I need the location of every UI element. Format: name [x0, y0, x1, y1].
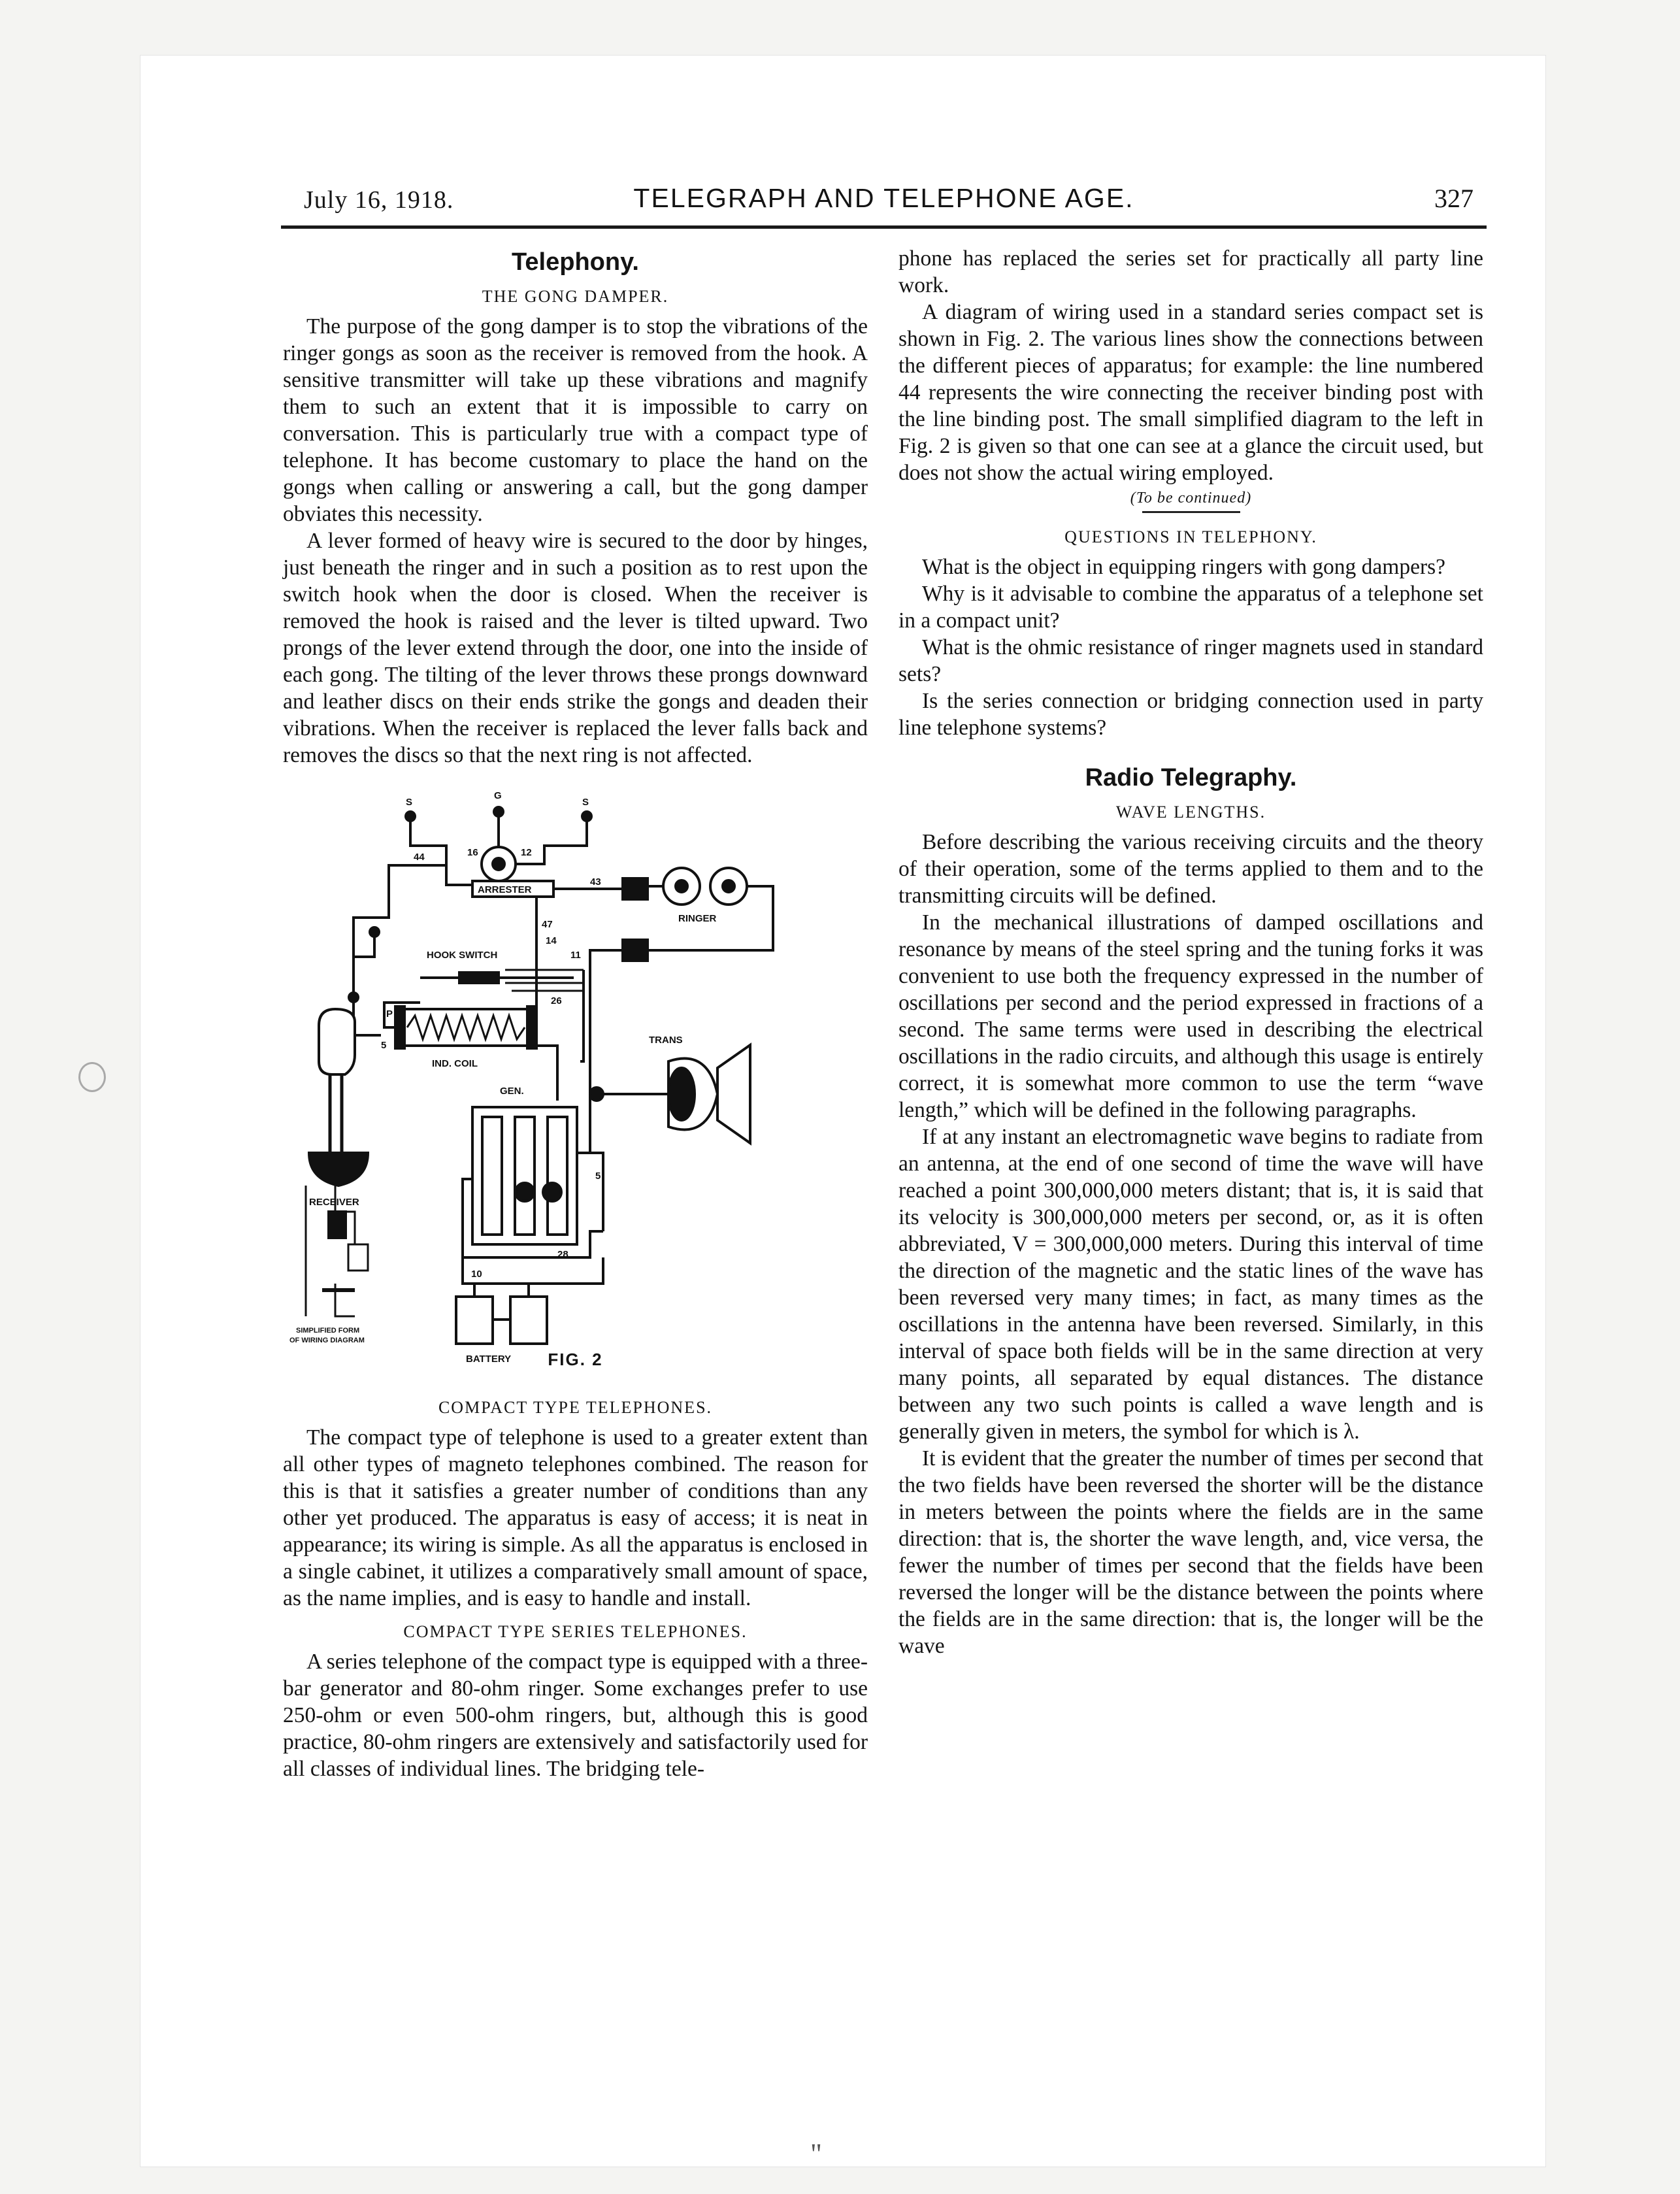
- wiring-diagram-paragraph: A diagram of wiring used in a standard series compact set is shown in Fig. 2. The various lines show the connections between the different pieces of apparatus; for example: the line numbered 44 represents the wire connecting the receiver binding post with the line binding post. The small simplified diagram to the left in Fig. 2 is given so that one can see at a glance the circuit used, but does not show the actual wiring employed.: [898, 300, 1483, 485]
- wire-number-28: 28: [557, 1249, 568, 1260]
- battery-label: BATTERY: [466, 1354, 512, 1365]
- induction-coil-winding: [407, 1016, 525, 1039]
- question-item: Is the series connection or bridging connection used in party line telephone systems?: [898, 689, 1483, 740]
- wire-number-12: 12: [521, 847, 532, 858]
- bottom-ink-mark: ": [810, 2138, 822, 2170]
- receiver-body: [319, 1009, 355, 1074]
- question-item: What is the ohmic resistance of ringer magnets used in standard sets?: [898, 635, 1483, 686]
- simplified-label-2: OF WIRING DIAGRAM: [289, 1337, 365, 1344]
- compact-series-subheading: COMPACT TYPE SERIES TELEPHONES.: [403, 1622, 748, 1641]
- generator-magnet: [482, 1117, 502, 1235]
- wire-number-p: P: [386, 1008, 393, 1020]
- generator-shaft: [543, 1183, 561, 1201]
- gen-label: GEN.: [500, 1086, 524, 1097]
- wire-number-5: 5: [381, 1040, 387, 1051]
- receiver-post: [370, 927, 379, 937]
- margin-circle-mark: [78, 1062, 106, 1092]
- transmitter-mouthpiece: [717, 1045, 750, 1143]
- compact-series-continuation: phone has replaced the series set for practically all party line work.: [898, 246, 1483, 297]
- wire-number-16: 16: [467, 847, 478, 858]
- wire-number-10: 10: [471, 1269, 482, 1280]
- hook-switch-block: [459, 972, 499, 983]
- compact-type-subheading: COMPACT TYPE TELEPHONES.: [438, 1398, 713, 1417]
- compact-series-paragraph: A series telephone of the compact type is equipped with a three-bar generator and 80-ohm ringer. Some exchanges prefer to use 250-ohm or even 500-ohm ringers, but, although this is good practice, 80-ohm ringers are extensively and satisfactorily used for all classes of individual lines. The bridging tele-: [283, 1650, 868, 1781]
- ringer-gong-right-core: [723, 880, 734, 892]
- trans-label: TRANS: [649, 1035, 683, 1046]
- wire: [536, 1046, 557, 1101]
- radio-paragraph: Before describing the various receiving circuits and the theory of their operation, some of the terms applied to them and to the transmitting circuits will be defined.: [898, 830, 1483, 908]
- receiver-earpiece: [309, 1153, 368, 1186]
- gong-damper-subheading: THE GONG DAMPER.: [482, 287, 669, 306]
- wire: [354, 1003, 381, 1035]
- page-header: [281, 178, 1487, 224]
- publication-title: TELEGRAPH AND TELEPHONE AGE.: [633, 183, 1134, 213]
- left-column: [283, 245, 868, 1782]
- wire: [577, 1153, 603, 1231]
- wire-number-26: 26: [551, 995, 562, 1006]
- simplified-coil: [329, 1212, 346, 1238]
- receiver-cord-tube: [330, 1074, 342, 1153]
- to-be-continued-note: (To be continued): [1130, 490, 1252, 507]
- figure-caption: FIG. 2: [548, 1350, 603, 1369]
- ringer-gong-left-core: [676, 880, 687, 892]
- gong-damper-paragraph: A lever formed of heavy wire is secured to the door by hinges, just beneath the ringer and in such a position as to rest upon the switch hook when the door is closed. When the receiver is removed the hook is raised and the lever is tilted upward. Two prongs of the lever extend through the door, one into the inside of each gong. The tilting of the lever throws these prongs downward and leather discs on their ends strike the gongs and deaden their vibrations. When the receiver is replaced the lever falls back and removes the discs so that the next ring is not affected.: [283, 529, 868, 767]
- wire-number-5-gen: 5: [595, 1171, 601, 1182]
- ringer-label: RINGER: [678, 913, 717, 924]
- terminal-label-s-right: S: [582, 797, 589, 808]
- radio-paragraph: In the mechanical illustrations of damped oscillations and resonance by means of the steel spring and the tuning forks it was convenient to use both the frequency expressed in the number of oscillations per second and the period expressed in fractions of a second. The same terms were used in describing the electrical oscillations in the radio circuits, and although this usage is entirely correct, it is somewhat more common to use the term “wave length,” which will be defined in the following paragraphs.: [898, 910, 1483, 1122]
- induction-coil-cap-left: [395, 1006, 404, 1048]
- wire: [410, 816, 472, 885]
- wire: [590, 950, 623, 983]
- wire: [354, 937, 374, 996]
- wire-number-47: 47: [542, 919, 553, 930]
- battery-cell-left: [456, 1297, 493, 1344]
- section-divider: [1142, 511, 1240, 513]
- page-number: 327: [1434, 184, 1474, 213]
- questions-subheading: QUESTIONS IN TELEPHONY.: [1064, 527, 1317, 546]
- wire-number-43: 43: [590, 876, 601, 888]
- receiver-label: RECEIVER: [309, 1197, 359, 1208]
- generator-magnet: [515, 1117, 535, 1235]
- battery-cell-right: [510, 1297, 547, 1344]
- wire-10: [463, 1257, 603, 1284]
- header-rule: [281, 225, 1487, 229]
- question-item: Why is it advisable to combine the apparatus of a telephone set in a compact unit?: [898, 582, 1483, 633]
- generator-shaft: [516, 1183, 534, 1201]
- right-column: [898, 245, 1483, 1659]
- transmitter-joint: [590, 1088, 603, 1101]
- wiring-diagram-figure: [283, 787, 868, 1373]
- ringer-terminal-lower: [623, 940, 648, 961]
- hook-switch-label: HOOK SWITCH: [427, 950, 498, 961]
- wire-number-14: 14: [546, 935, 557, 946]
- gong-damper-paragraph: The purpose of the gong damper is to stop the vibrations of the ringer gongs as soon as the receiver is removed from the hook. A sensitive transmitter will take up these vibrations and magnify them to such an extent that it is impossible to carry on conversation. This is particularly true with a compact type of telephone. It has become customary to place the hand on the gongs when calling or answering a call, but the gong damper obviates this necessity.: [283, 314, 868, 526]
- transmitter-face: [668, 1068, 695, 1120]
- terminal-post: [494, 807, 503, 816]
- wave-lengths-subheading: WAVE LENGTHS.: [1115, 803, 1266, 822]
- simplified-label: SIMPLIFIED FORM: [296, 1327, 360, 1335]
- radio-paragraph: It is evident that the greater the number of times per second that the two fields have been reversed the shorter will be the distance in meters between the points where the fields are in the same direction: that is, the shorter the wave length, and, vice versa, the fewer the number of times per second that the fields have been reversed the longer will be the distance between the points where the fields are in the same direction: that is, the longer will be the wave: [898, 1446, 1483, 1658]
- issue-date: July 16, 1918.: [304, 186, 454, 214]
- telephony-heading: Telephony.: [512, 248, 639, 276]
- hook-switch-springs: [505, 970, 584, 991]
- ind-coil-label: IND. COIL: [432, 1058, 478, 1069]
- induction-coil-cap-right: [527, 1006, 536, 1048]
- arrester-label: ARRESTER: [478, 884, 532, 895]
- radio-heading: Radio Telegraphy.: [1085, 764, 1297, 791]
- wire-number-44: 44: [414, 852, 425, 863]
- ringer-terminal: [623, 878, 648, 899]
- generator-magnet: [548, 1117, 567, 1235]
- arrester-core: [493, 858, 504, 870]
- compact-type-paragraph: The compact type of telephone is used to a greater extent than all other types of magneto telephones combined. The reason for this is that it satisfies a greater number of conditions than any other yet produced. The apparatus is easy of access; it is neat in appearance; its wiring is simple. As all the apparatus is enclosed in a single cabinet, it utilizes a comparatively small amount of space, as the name implies, and is easy to handle and install.: [283, 1425, 868, 1610]
- wire-number-11: 11: [570, 950, 581, 961]
- radio-paragraph: If at any instant an electromagnetic wave begins to radiate from an antenna, at the end of one second of time the wave will have reached a point 300,000,000 meters distant; that is, it is said that its velocity is 300,000,000 meters per second, or, as it is often abbreviated, V = 300,000,000 meters. During this interval of time the direction of the magnetic and the static lines of the wave has been reversed very many times; in fact, as many times as the oscillations in the antenna have been reversed. Similarly, in this interval of space both fields will be in the same direction at very many points, all separated by equal distances. The distance between any two such points is called a wave length and is generally given in meters, the symbol for which is λ.: [898, 1125, 1483, 1444]
- terminal-label-g: G: [494, 790, 502, 801]
- question-item: What is the object in equipping ringers with gong dampers?: [922, 555, 1446, 579]
- simplified-ringer: [348, 1244, 368, 1271]
- receiver-post: [349, 993, 358, 1002]
- terminal-label-s-left: S: [406, 797, 413, 808]
